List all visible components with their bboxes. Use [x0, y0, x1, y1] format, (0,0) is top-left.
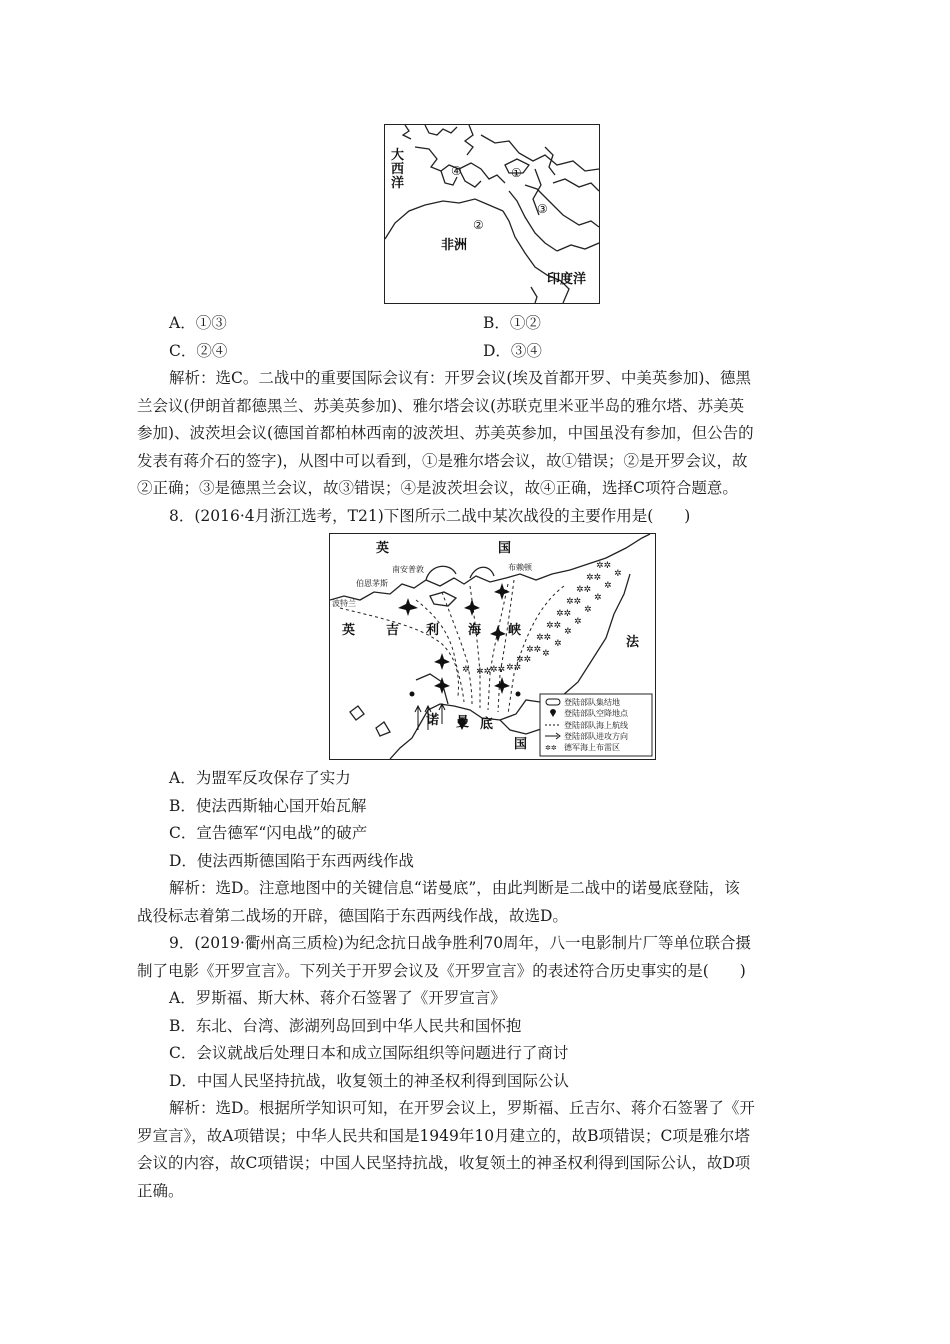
q9-analysis-line: 正确。: [137, 1182, 184, 1200]
brighton-label: 布赖顿: [508, 563, 532, 572]
q9-option: D．中国人民坚持抗战，收复领土的神圣权利得到国际公认: [169, 1072, 569, 1090]
svg-text:✲: ✲: [594, 593, 602, 603]
southampton-label: 南安普敦: [392, 565, 424, 574]
legend-item: 德军海上布雷区: [564, 743, 620, 752]
q7-analysis-line: ②正确；③是德黑兰会议，故③错误；④是波茨坦会议，故④正确，选择C项符合题意。: [137, 479, 738, 497]
svg-text:✲✲: ✲✲: [546, 621, 562, 631]
svg-text:✲✲: ✲✲: [536, 633, 552, 643]
channel-label-3: 利: [426, 623, 440, 638]
africa-label: 非洲: [441, 238, 468, 253]
q9-option: A．罗斯福、斯大林、蒋介石签署了《开罗宣言》: [169, 989, 506, 1007]
q9-stem-line: 9．(2019·衢州高三质检)为纪念抗日战争胜利70周年，八一电影制片厂等单位联合摄: [169, 934, 752, 952]
map-legend: [540, 694, 652, 756]
normandy-label-2: 曼: [456, 715, 470, 730]
q7-analysis-line: 兰会议(伊朗首都德黑兰、苏美英参加)、雅尔塔会议(苏联克里米亚半岛的雅尔塔、苏美英: [137, 397, 745, 415]
france-label-1: 法: [626, 635, 640, 650]
channel-label-4: 海: [468, 623, 482, 638]
svg-text:✲✲: ✲✲: [545, 744, 557, 752]
uk-label-2: 国: [498, 541, 512, 556]
indian-ocean-label: 印度洋: [547, 272, 587, 287]
legend-item: 登陆部队进攻方向: [564, 732, 628, 741]
q9-option: B．东北、台湾、澎湖列岛回到中华人民共和国怀抱: [169, 1017, 522, 1035]
q8-option: D．使法西斯德国陷于东西两线作战: [169, 852, 414, 870]
q8-option: C．宣告德军“闪电战”的破产: [169, 824, 368, 842]
conference-map: [384, 124, 600, 304]
q7-option-a: A．①③: [169, 314, 227, 332]
svg-text:✲✲: ✲✲: [476, 667, 492, 677]
q7-option-d: D．③④: [483, 342, 542, 360]
svg-text:✲: ✲: [584, 605, 592, 615]
svg-text:✲✲: ✲✲: [526, 645, 542, 655]
svg-text:✲: ✲: [614, 569, 622, 579]
conference-map-drawing: [385, 125, 599, 303]
svg-text:✲✲: ✲✲: [506, 663, 522, 673]
svg-text:✲✲: ✲✲: [596, 561, 612, 571]
normandy-map-drawing: [330, 534, 655, 759]
bournemouth-label: 伯恩茅斯: [356, 579, 388, 588]
q9-analysis-line: 会议的内容，故C项错误；中国人民坚持抗战，收复领土的神圣权利得到国际公认，故D项: [137, 1154, 751, 1172]
svg-text:✲: ✲: [462, 665, 470, 675]
svg-text:✲: ✲: [604, 581, 612, 591]
q8-stem: 8．(2016·4月浙江选考，T21)下图所示二战中某次战役的主要作用是( ): [169, 507, 691, 525]
q7-analysis-line: 发表有蒋介石的签字)，从图中可以看到，①是雅尔塔会议，故①错误；②是开罗会议，故: [137, 452, 748, 470]
svg-text:✲✲: ✲✲: [586, 573, 602, 583]
q9-stem-line: 制了电影《开罗宣言》。下列关于开罗会议及《开罗宣言》的表述符合历史事实的是( ): [137, 962, 746, 980]
channel-label-2: 吉: [386, 623, 400, 638]
svg-text:✲: ✲: [554, 639, 562, 649]
q9-analysis-line: 罗宣言》，故A项错误；中华人民共和国是1949年10月建立的，故B项错误；C项是雅尔塔: [137, 1127, 750, 1145]
legend-item: 登陆部队空降地点: [564, 709, 628, 718]
svg-text:✲✲: ✲✲: [516, 655, 532, 665]
normandy-map: [329, 533, 656, 760]
channel-label-1: 英: [342, 623, 356, 638]
channel-label-5: 峡: [508, 623, 522, 638]
legend-item: 登陆部队集结地: [564, 698, 620, 707]
legend-item: 登陆部队海上航线: [564, 721, 628, 730]
q7-analysis-line: 参加)、波茨坦会议(德国首都柏林西南的波茨坦、苏美英参加，中国虽没有参加，但公告的: [137, 424, 754, 442]
q8-option: B．使法西斯轴心国开始瓦解: [169, 797, 367, 815]
svg-text:✲: ✲: [542, 649, 550, 659]
marker-3: ③: [537, 202, 548, 216]
q9-option: C．会议就战后处理日本和成立国际组织等问题进行了商讨: [169, 1044, 569, 1062]
svg-text:✲✲: ✲✲: [490, 665, 506, 675]
france-label-2: 国: [514, 737, 528, 752]
uk-label-1: 英: [376, 541, 390, 556]
normandy-label-3: 底: [480, 717, 494, 732]
atlantic-label-3: 洋: [391, 176, 405, 191]
q8-analysis-line: 战役标志着第二战场的开辟，德国陷于东西两线作战，故选D。: [137, 907, 568, 925]
svg-text:✲✲: ✲✲: [576, 585, 592, 595]
normandy-label-1: 诺: [426, 713, 440, 728]
q8-option: A．为盟军反攻保存了实力: [169, 769, 351, 787]
svg-text:✲✲: ✲✲: [566, 597, 582, 607]
svg-text:✲: ✲: [574, 617, 582, 627]
marker-1: ①: [511, 166, 522, 180]
q9-analysis-line: 解析：选D。根据所学知识可知，在开罗会议上，罗斯福、丘吉尔、蒋介石签署了《开: [169, 1099, 755, 1117]
atlantic-label-2: 西: [391, 162, 405, 177]
q7-option-c: C．②④: [169, 342, 228, 360]
svg-text:✲: ✲: [564, 627, 572, 637]
marker-2: ②: [473, 218, 484, 232]
svg-text:✲✲: ✲✲: [556, 609, 572, 619]
portland-label: 波特兰: [332, 599, 356, 608]
q7-analysis-line: 解析：选C。二战中的重要国际会议有：开罗会议(埃及首都开罗、中美英参加)、德黑: [169, 369, 751, 387]
atlantic-label-1: 大: [391, 148, 405, 163]
q7-option-b: B．①②: [483, 314, 541, 332]
q8-analysis-line: 解析：选D。注意地图中的关键信息“诺曼底”，由此判断是二战中的诺曼底登陆，该: [169, 879, 740, 897]
marker-4: ④: [451, 164, 462, 178]
